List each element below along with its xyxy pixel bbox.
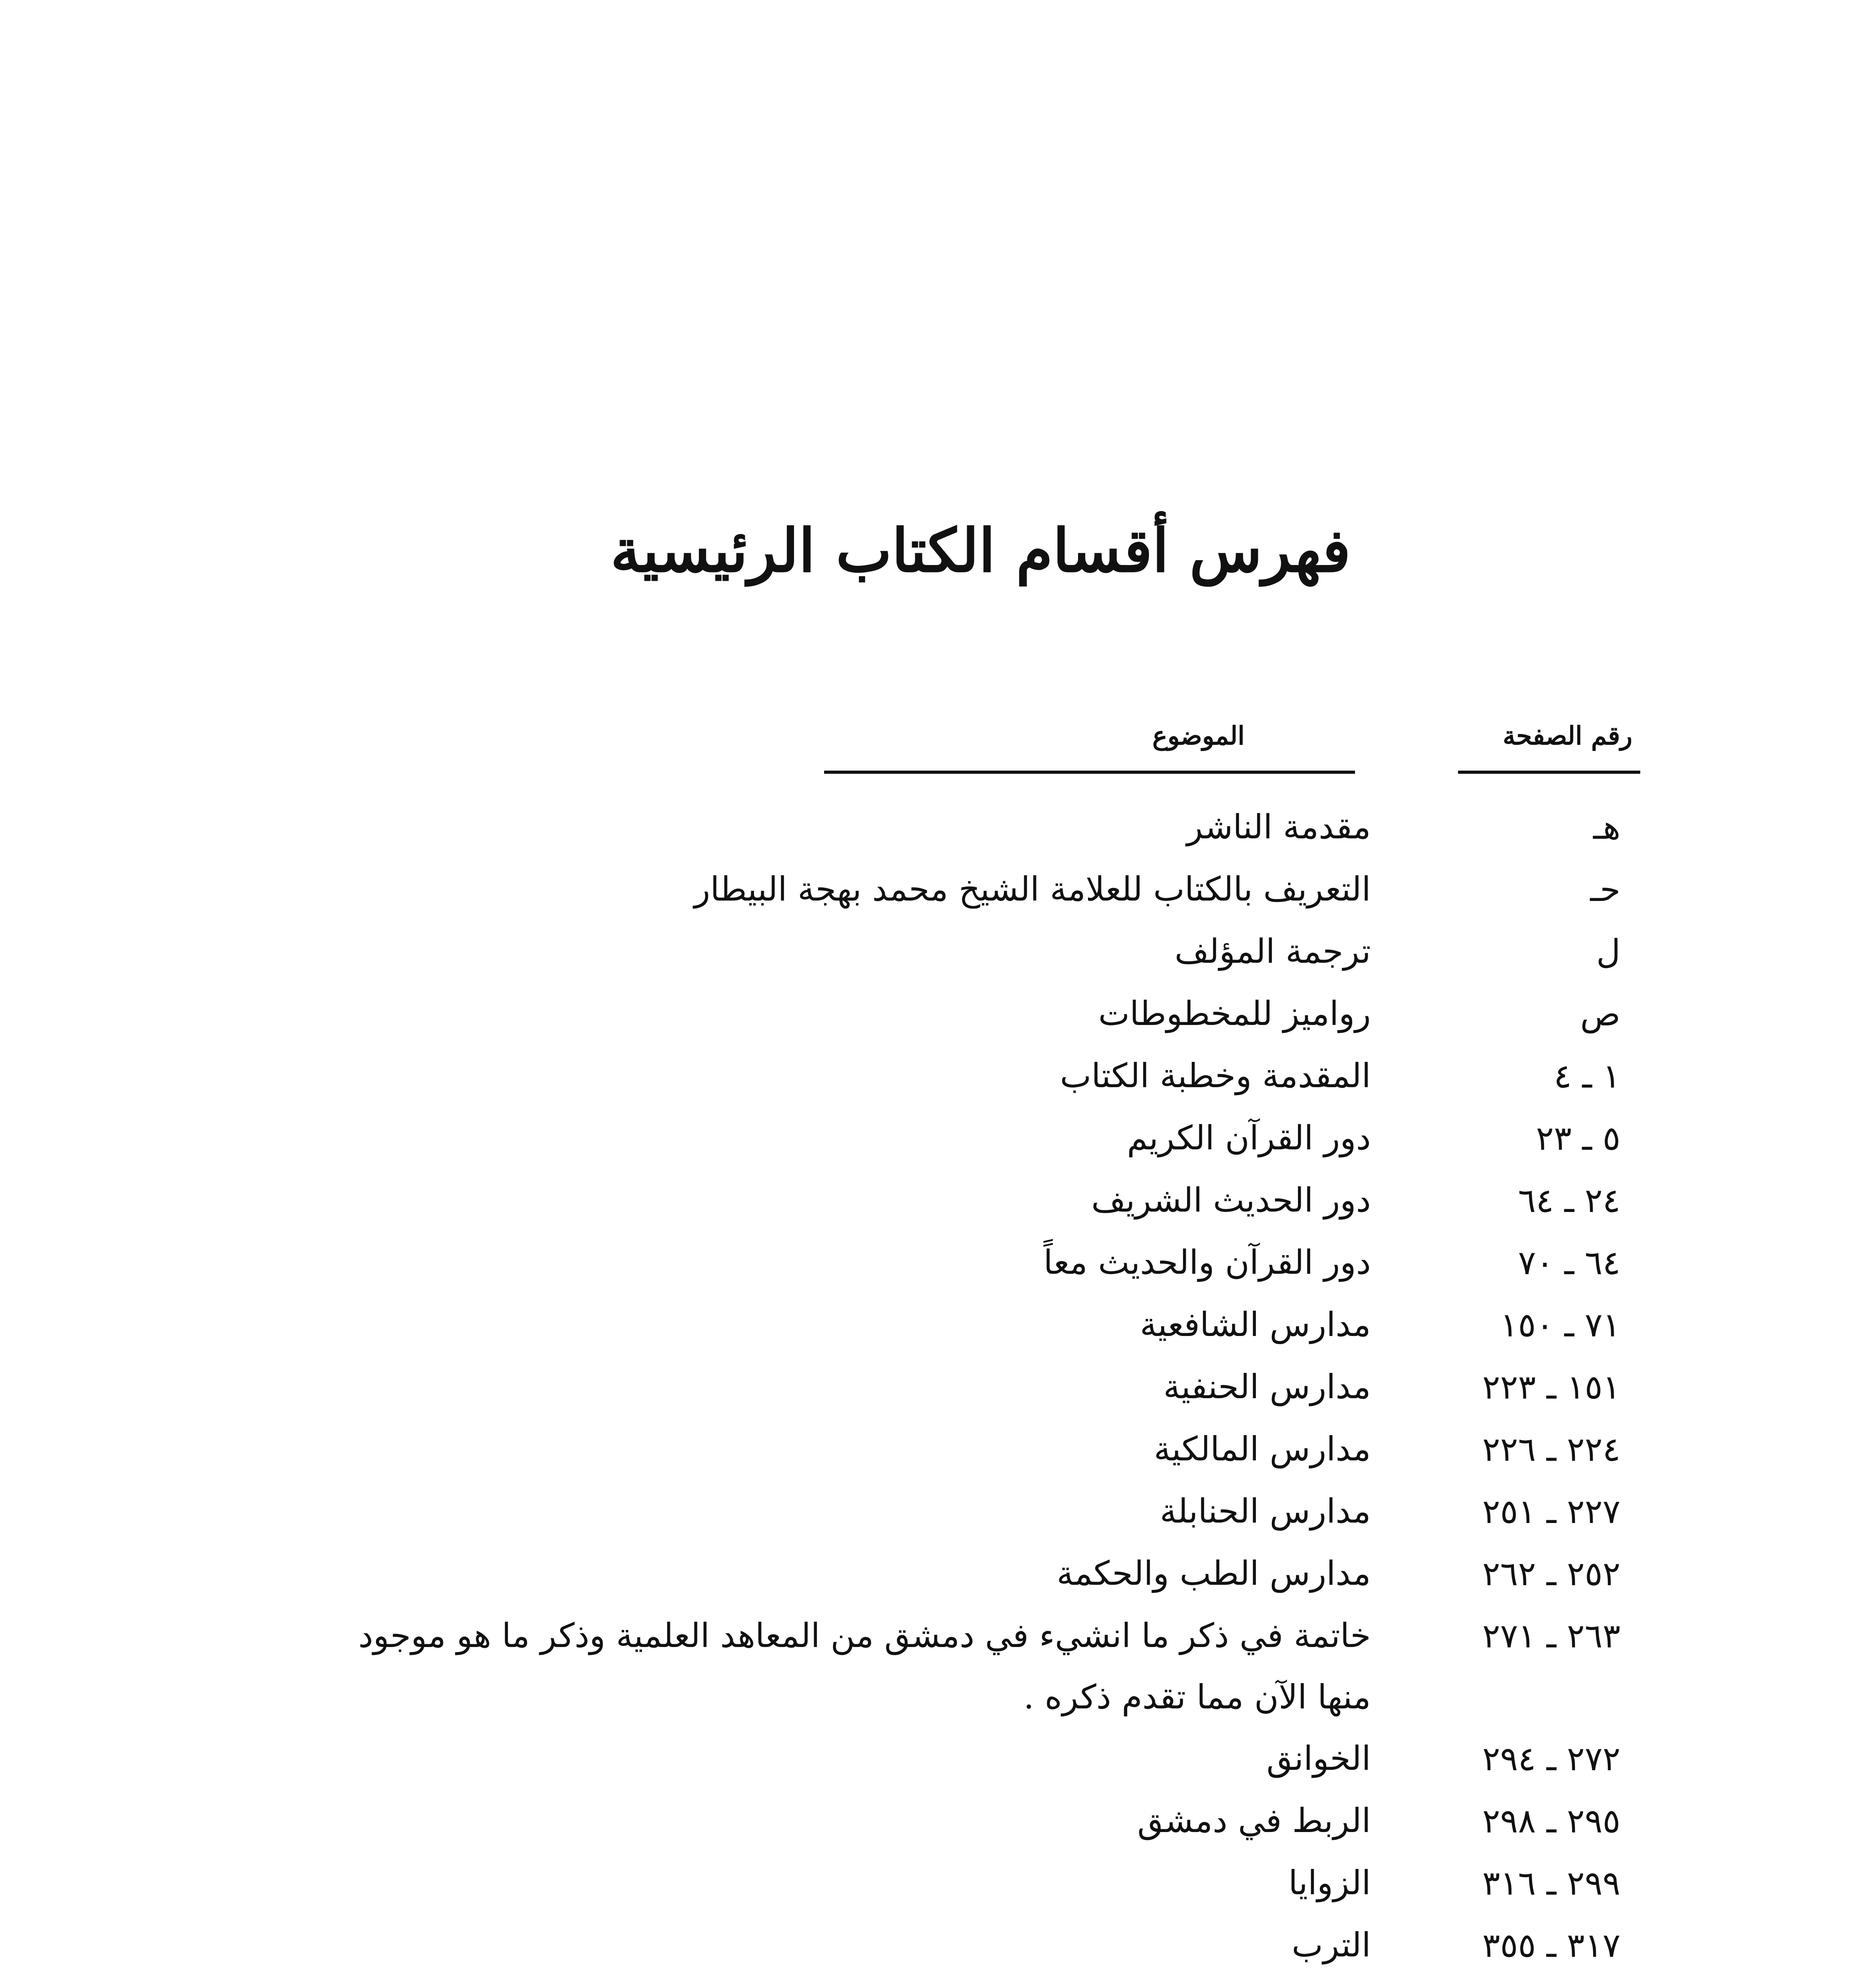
- toc-topic: الربط في دمشق: [1137, 1801, 1371, 1840]
- toc-topic: دور الحديث الشريف: [1091, 1181, 1371, 1220]
- topic-header-underline: [824, 771, 1355, 774]
- toc-row: [0, 1481, 1876, 1543]
- toc-topic: المقدمة وخطبة الكتاب: [1060, 1056, 1371, 1095]
- toc-page-range: ٦٤ ـ ٧٠: [1518, 1243, 1620, 1282]
- toc-row: [0, 859, 1876, 921]
- toc-topic: [357, 1977, 1371, 1981]
- page-number-column-header: رقم الصفحة: [1502, 721, 1632, 751]
- toc-page-range: ٢٢٧ ـ ٢٥١: [1482, 1492, 1620, 1531]
- table-of-contents: [0, 796, 1876, 1981]
- toc-topic: الترب: [1292, 1926, 1371, 1964]
- toc-topic: مدارس المالكية: [1154, 1429, 1371, 1468]
- toc-page-range: ٢٤ ـ ٦٤: [1518, 1181, 1620, 1220]
- toc-page-range: ٢٩٥ ـ ٢٩٨: [1482, 1802, 1620, 1840]
- toc-page-range: ٢٦٣ ـ ٢٧١: [1482, 1616, 1620, 1655]
- toc-row: [0, 1728, 1876, 1790]
- toc-row: [0, 1294, 1876, 1356]
- toc-row: [0, 1356, 1876, 1418]
- toc-row: [0, 1790, 1876, 1852]
- toc-page-range: ١ ـ ٤: [1553, 1057, 1620, 1095]
- toc-row: [0, 1418, 1876, 1481]
- toc-page-range: حـ: [1590, 870, 1620, 909]
- toc-row: [0, 1107, 1876, 1170]
- toc-topic: الزوايا: [1288, 1863, 1371, 1902]
- toc-topic: التعريف بالكتاب للعلامة الشيخ محمد بهجة البيطار: [694, 870, 1371, 908]
- toc-page-range: ٢٥٢ ـ ٢٦٢: [1482, 1554, 1620, 1593]
- toc-page-range: ٢٢٤ ـ ٢٢٦: [1482, 1430, 1620, 1469]
- toc-page-range: ٢٧٢ ـ ٢٩٤: [1482, 1739, 1620, 1778]
- toc-row: [0, 1170, 1876, 1232]
- toc-row: [0, 1232, 1876, 1294]
- toc-row: [0, 1914, 1876, 1977]
- toc-page-range: ص: [1580, 994, 1620, 1033]
- toc-page-range: ٣١٧ ـ ٣٥٥: [1482, 1926, 1620, 1965]
- toc-page-range: [1399, 1977, 1620, 1981]
- toc-row: [0, 1045, 1876, 1107]
- toc-row: [0, 983, 1876, 1045]
- toc-page-range: ٥ ـ ٢٣: [1536, 1119, 1620, 1158]
- toc-topic: الخوانق: [1266, 1739, 1371, 1778]
- toc-row: [0, 1977, 1876, 1981]
- toc-page-range: هـ: [1593, 808, 1620, 847]
- toc-topic: رواميز للمخطوطات: [1098, 994, 1371, 1033]
- page-title: فهرس أقسام الكتاب الرئيسية: [610, 516, 1351, 586]
- toc-row: [0, 1543, 1876, 1605]
- toc-topic: ترجمة المؤلف: [1174, 932, 1371, 971]
- page-header-underline: [1458, 771, 1640, 774]
- topic-column-header: الموضوع: [1152, 721, 1245, 751]
- toc-topic: دور القرآن والحديث معاً: [1043, 1243, 1371, 1282]
- toc-topic: خاتمة في ذكر ما انشيء في دمشق من المعاهد العلمية وذكر ما هو موجود منها الآن مما تقدم ذكره .: [358, 1616, 1371, 1716]
- toc-page-range: ٧١ ـ ١٥٠: [1500, 1305, 1620, 1344]
- toc-topic: دور القرآن الكريم: [1127, 1118, 1371, 1157]
- toc-page-range: ١٥١ ـ ٢٢٣: [1482, 1368, 1620, 1407]
- toc-page-range: ٢٩٩ ـ ٣١٦: [1482, 1864, 1620, 1903]
- toc-row: [0, 921, 1876, 983]
- toc-topic: مدارس الشافعية: [1140, 1305, 1371, 1344]
- toc-row: [0, 796, 1876, 859]
- toc-page-range: ل: [1596, 932, 1620, 971]
- toc-row: [0, 1605, 1876, 1728]
- toc-row: [0, 1852, 1876, 1914]
- toc-topic: مدارس الطب والحكمة: [1057, 1554, 1371, 1593]
- toc-topic: مدارس الحنابلة: [1160, 1492, 1371, 1531]
- toc-topic: مقدمة الناشر: [1187, 807, 1371, 846]
- toc-topic: مدارس الحنفية: [1163, 1367, 1371, 1406]
